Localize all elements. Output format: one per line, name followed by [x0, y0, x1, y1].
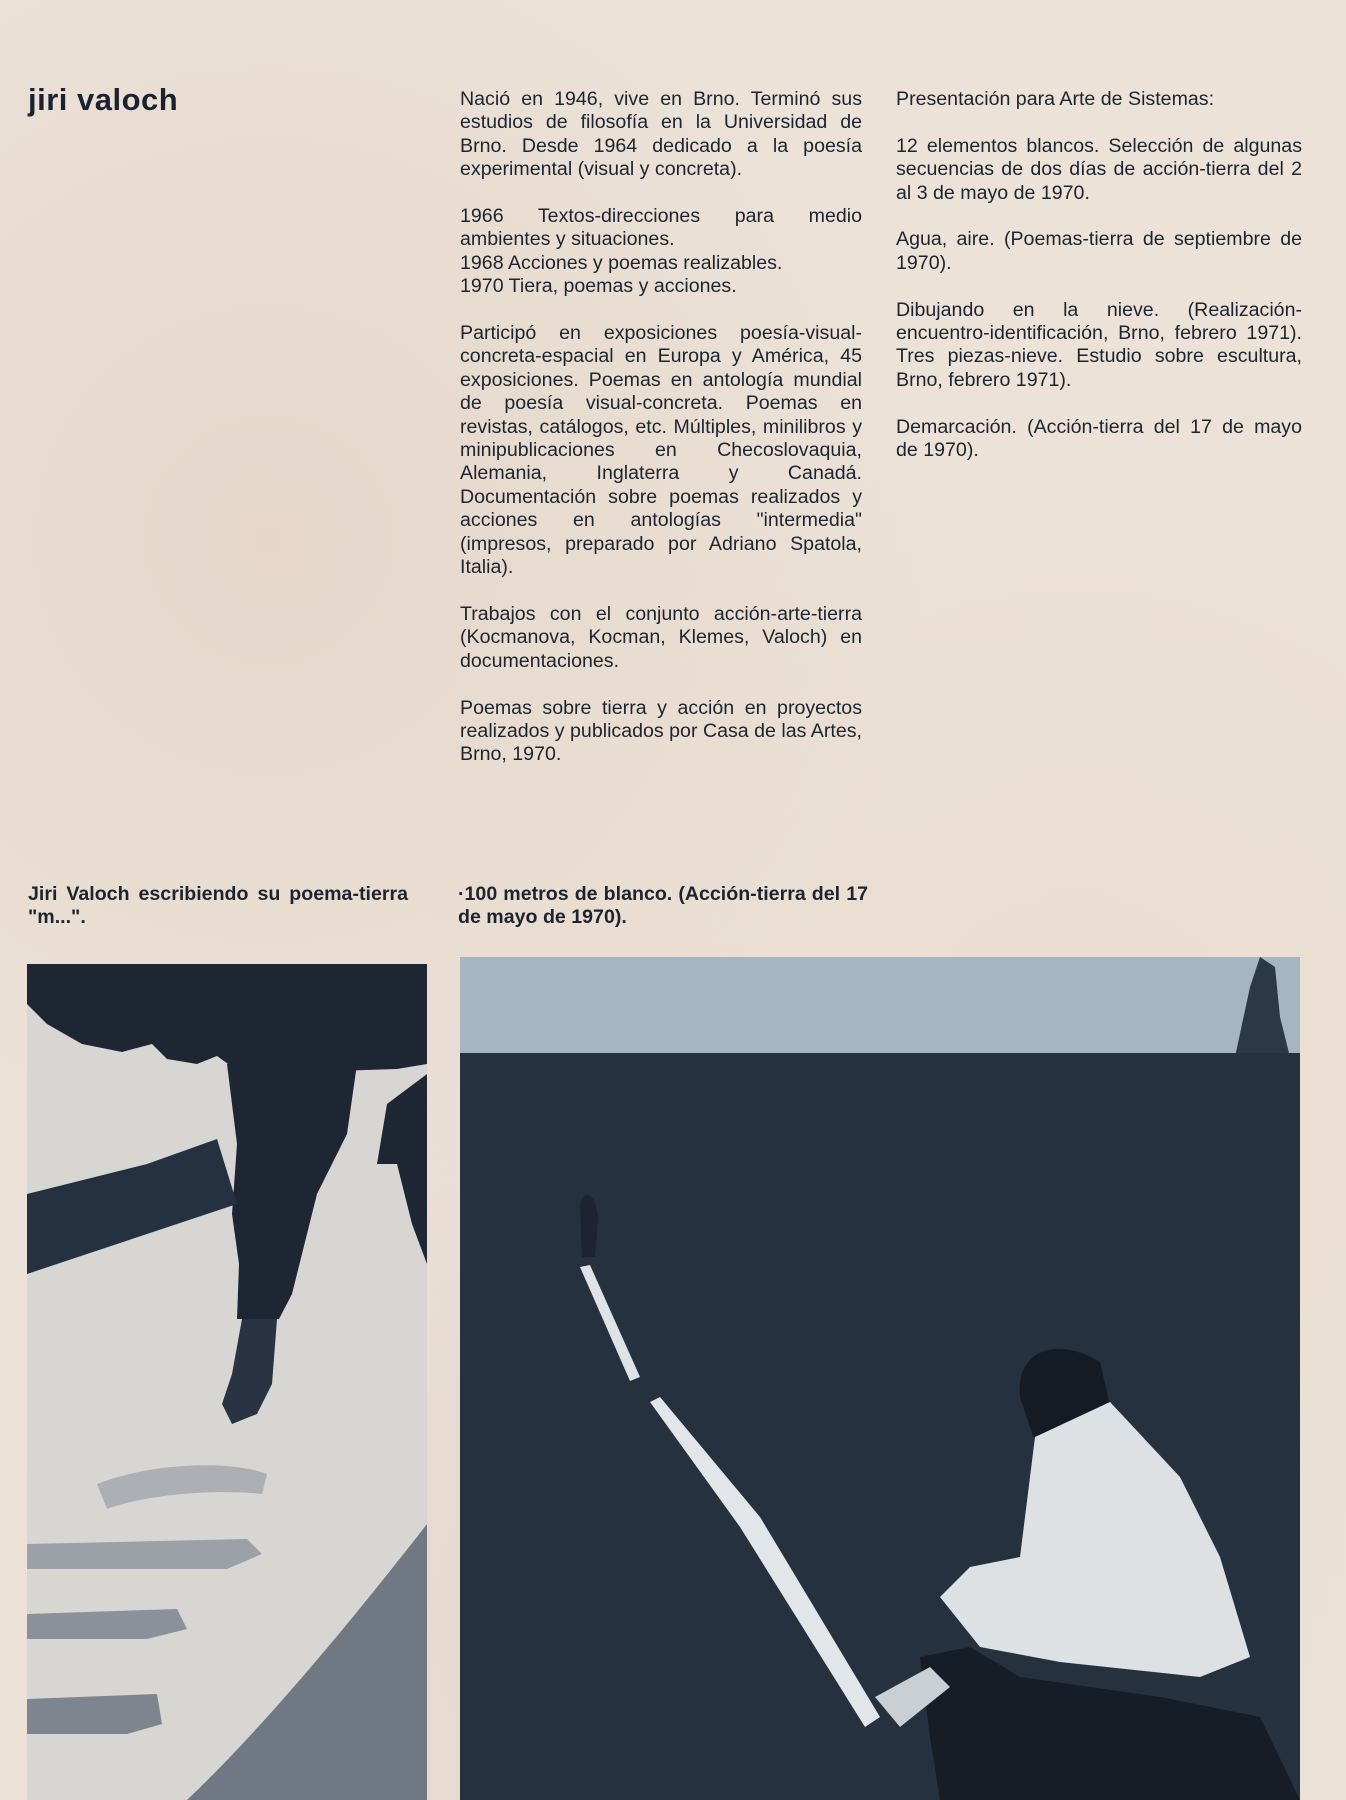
presentation-heading: Presentación para Arte de Sistemas:: [896, 88, 1215, 110]
field-illustration: [460, 957, 1300, 1800]
presentation-item-white-elements: 12 elementos blancos. Selección de algunas secuencias de dos días de acción-tierra del 2 al 3 de mayo de 1970.: [896, 134, 1302, 204]
bio-paragraph-exhibitions: Participó en exposiciones poesía-visual-concreta-espacial en Europa y América, 45 exposiciones. Poemas en antología mundial de poesía visual-concreta. Poemas en revistas, catálogos, etc. Múltiples, minilibros y minipublicaciones en Checoslovaquia, Alemania, Inglaterra y Canadá. Documentación sobre poemas realizados y acciones en antologías "intermedia" (impresos, preparado por Adriano Spatola, Italia).: [460, 322, 862, 579]
snow-letter-stroke-2: [27, 1609, 187, 1639]
white-strip-field-photo: [460, 957, 1300, 1800]
figure-caption-right: ·100 metros de blanco. (Acción-tierra del 17 de mayo de 1970).: [458, 883, 868, 929]
presentation-item-snow-drawing: Dibujando en la nieve. (Realización-encuentro-identificación, Brno, febrero 1971). Tres piezas-nieve. Estudio sobre escultura, Brno, febrero 1971).: [896, 298, 1302, 391]
bio-paragraph-collective: Trabajos con el conjunto acción-arte-tierra (Kocmanova, Kocman, Klemes, Valoch) en documentaciones.: [460, 602, 862, 672]
figure-caption-left: Jiri Valoch escribiendo su poema-tierra "m...".: [28, 883, 408, 929]
bio-line-1970: 1970 Tiera, poemas y acciones.: [460, 275, 737, 298]
presentation-item-demarcation: Demarcación. (Acción-tierra del 17 de mayo de 1970).: [896, 415, 1302, 462]
sky: [460, 957, 1300, 1057]
snow-writing-illustration: [27, 964, 427, 1800]
article-title: jiri valoch: [28, 82, 179, 117]
presentation-item-water-air: Agua, aire. (Poemas-tierra de septiembre de 1970).: [896, 228, 1302, 274]
bio-paragraph-projects: Poemas sobre tierra y acción en proyectos realizados y publicados por Casa de las Artes, Brno, 1970.: [460, 696, 862, 766]
bio-line-1966: 1966 Textos-direcciones para medio ambientes y situaciones.: [460, 205, 862, 251]
distant-person: [580, 1195, 598, 1257]
snow-letter-stroke-1: [27, 1539, 262, 1569]
snow-writing-photo: [27, 964, 427, 1800]
biography-column: [460, 88, 862, 790]
bio-line-1968: 1968 Acciones y poemas realizables.: [460, 251, 783, 274]
snow-letter-stroke-3: [27, 1694, 162, 1734]
grass-field: [460, 1053, 1300, 1800]
presentation-column: [896, 88, 1302, 486]
bio-paragraph-origin: Nació en 1946, vive en Brno. Terminó sus estudios de filosofía en la Universidad de Brno. Desde 1964 dedicado a la poesía experimental (visual y concreta).: [460, 88, 862, 181]
